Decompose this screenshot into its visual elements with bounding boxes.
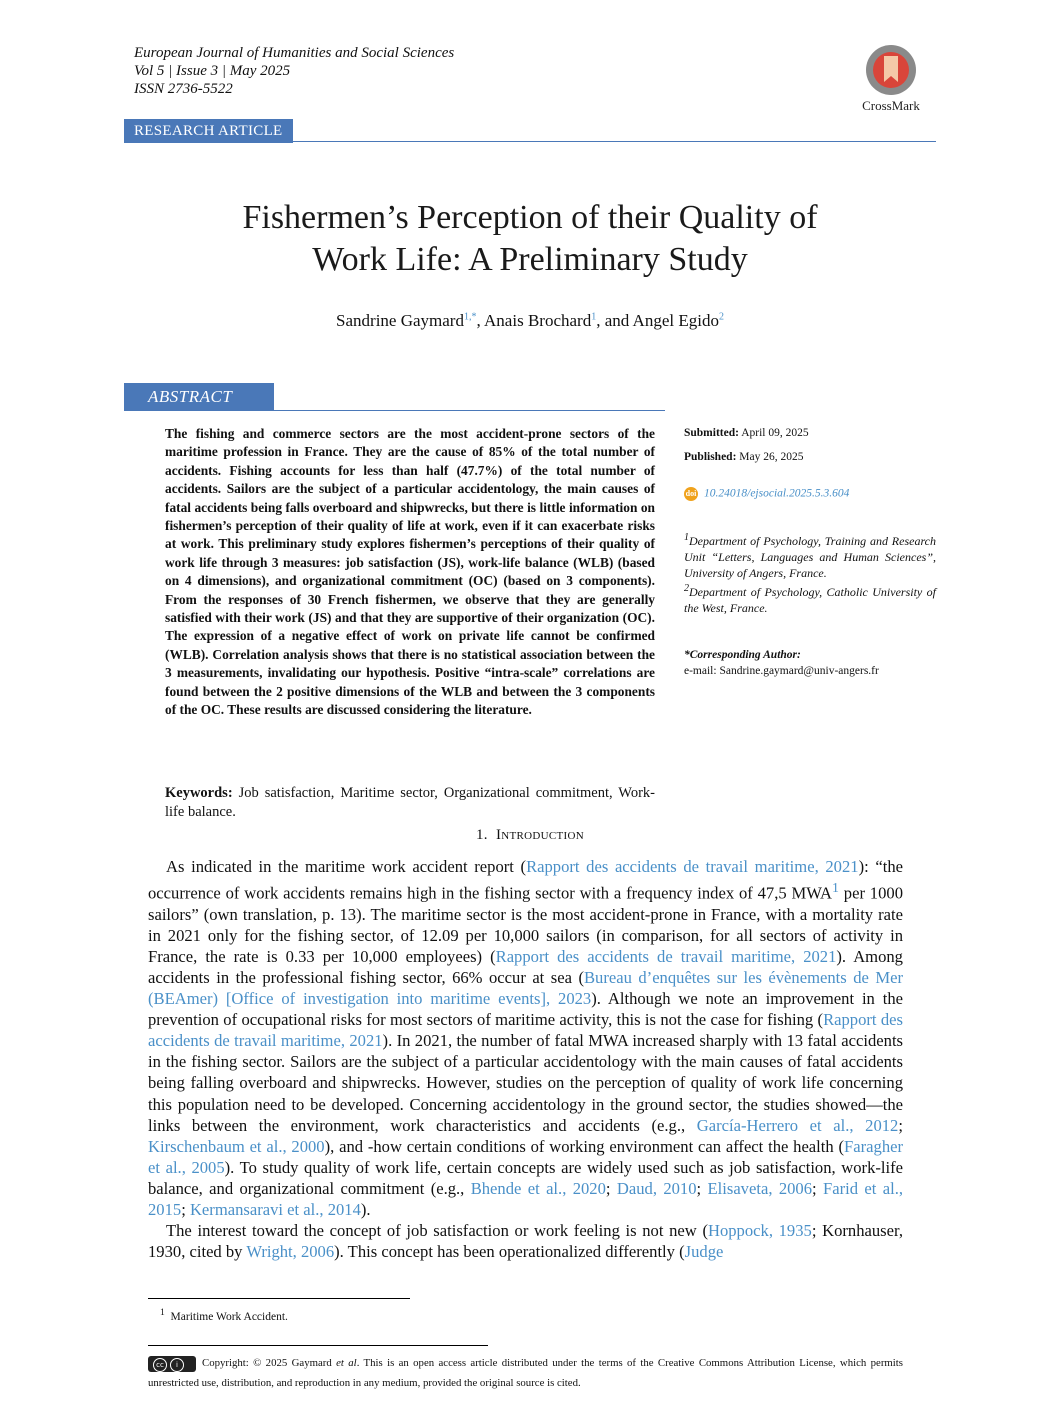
- citation-link[interactable]: Judge: [684, 1242, 724, 1262]
- abstract-label: ABSTRACT: [124, 383, 274, 411]
- author-2-affil[interactable]: 1: [591, 311, 597, 323]
- citation-link[interactable]: Wright, 2006: [246, 1242, 335, 1262]
- text: per 1000 sailors” (own translation, p. 13). The maritime sector is the most accident-prone in France, with a mortality rate in 2021 only for the fishing sector, of 12.09 per 10,000 sailors (in comparison, for all sectors of activity in France, the rate is 0.33 per 10,000 employees) (: [148, 883, 903, 966]
- citation-link[interactable]: Faragher et al., 2005: [148, 1136, 904, 1177]
- body-text: [148, 856, 903, 1262]
- affiliation-2-text: Department of Psychology, Catholic University of the West, France.: [684, 585, 936, 616]
- citation-link[interactable]: Hoppock, 1935: [707, 1221, 812, 1241]
- text: ;: [898, 1115, 903, 1135]
- text: ;: [812, 1178, 823, 1198]
- published-value: May 26, 2025: [739, 451, 804, 463]
- footnote: [160, 1307, 288, 1323]
- copyright-etal: et al: [336, 1357, 357, 1369]
- citation-link[interactable]: Elisaveta, 2006: [707, 1178, 813, 1198]
- text: ). To study quality of work life, certain concepts are widely used such as job satisfaction, work-life balance, and organizational commitment (e.g.,: [148, 1157, 904, 1198]
- author-list: [124, 311, 936, 331]
- citation-link[interactable]: Kermansaravi et al., 2014: [189, 1200, 361, 1220]
- citation-link[interactable]: Daud, 2010: [616, 1178, 697, 1198]
- title-line-2: Work Life: A Preliminary Study: [312, 241, 748, 278]
- affiliations: [684, 530, 936, 617]
- paragraph-2: [148, 1220, 903, 1262]
- corresponding-author: [684, 648, 936, 679]
- author-3-affil[interactable]: 2: [718, 311, 724, 323]
- citation-link[interactable]: Rapport des accidents de travail maritime, 2021: [526, 857, 859, 876]
- corresponding-label: *Corresponding Author:: [684, 649, 801, 661]
- citation-link[interactable]: Rapport des accidents de travail maritime, 2021: [495, 946, 837, 966]
- submitted-value: April 09, 2025: [741, 427, 809, 439]
- text: ; Kornhauser, 1930, cited by: [148, 1221, 904, 1262]
- citation-link[interactable]: Rapport des accidents de travail maritime, 2021: [148, 1010, 904, 1051]
- author-1-affil[interactable]: 1,*: [463, 311, 477, 323]
- title-line-1: Fishermen’s Perception of their Quality of: [242, 199, 818, 236]
- footnote-text: Maritime Work Accident.: [170, 1310, 288, 1323]
- text: The interest toward the concept of job satisfaction or work feeling is not new (: [166, 1221, 708, 1241]
- copyright-notice: [148, 1353, 903, 1393]
- submitted-date: [684, 426, 936, 442]
- paragraph-1: [148, 856, 903, 1220]
- citation-link[interactable]: García-Herrero et al., 2012: [696, 1115, 899, 1135]
- affiliation-2-num: 2: [684, 583, 689, 595]
- keywords-label: Keywords:: [165, 785, 233, 801]
- article-type-badge: RESEARCH ARTICLE: [124, 119, 293, 143]
- text: ). Although we note an improvement in the prevention of occupational risks for most sectors of maritime activity, this is not the case for fishing (: [148, 989, 903, 1030]
- text: ;: [696, 1178, 708, 1198]
- copyright-text: Copyright: © 2025 Gaymard: [202, 1357, 337, 1369]
- crossmark-icon: [865, 44, 917, 96]
- abstract-text: The fishing and commerce sectors are the most accident-prone sectors of the maritime profession in France. They are the cause of 85% of the total number of accidents. Fishing accounts for less than half (47.7%) of the total number of accidents. Sailors are the subject of a particular accidentology, the main causes of fatal accidents being falls overboard and shipwrecks, but there is little information on fishermen’s perception of their quality of life at work, even if it can exacerbate risks at work. This preliminary study explores fishermen’s perceptions of their quality of work life through 3 measures: job satisfaction (JS), work-life balance (WLB) (based on 4 dimensions), and organizational commitment (OC) (based on 3 components). From the responses of 30 French fishermen, we observe that they are generally satisfied with their work (JS) and that they are supportive of their organization (OC). The expression of a negative effect of work on private life cannot be confirmed (WLB). Correlation analysis shows that there is no statistical association between the 3 measurements, invalidating our hypothesis. Positive “intra-scale” correlations are found between the 2 positive dimensions of the WLB and between the 3 components of the OC. These results are discussed considering the literature.: [165, 426, 655, 718]
- copyright-text-2: . This is an open access article distributed under the terms of the Creative Commons Attribution License, which permits unrestricted use, distribution, and reproduction in any medium, provided the original source is cited.: [148, 1357, 904, 1389]
- text: As indicated in the maritime work accident report (: [166, 857, 527, 876]
- section-title: Introduction: [495, 827, 584, 843]
- text: ). In 2021, the number of fatal MWA increased sharply with 13 fatal accidents in the fishing sector. Sailors are the subject of a particular accidentology with the main causes of fatal accidents being falling overboard and shipwrecks. However, studies on the perception of quality of work life concerning this population need to be developed. Concerning accidentology in the ground sector, the studies showed—the links between the environment, work characteristics and accidents (e.g.,: [148, 1031, 904, 1135]
- text: ;: [181, 1200, 190, 1220]
- keywords-text: Job satisfaction, Maritime sector, Organizational commitment, Work-life balance.: [165, 785, 655, 820]
- author-2: , Anais Brochard: [476, 311, 592, 330]
- citation-link[interactable]: Kirschenbaum et al., 2000: [148, 1136, 325, 1156]
- text: ). Among accidents in the professional fishing sector, 66% occur at sea (: [148, 946, 903, 987]
- corresponding-email[interactable]: e-mail: Sandrine.gaymard@univ-angers.fr: [684, 664, 879, 677]
- citation-link[interactable]: Farid et al., 2015: [148, 1178, 903, 1220]
- submitted-label: Submitted:: [684, 427, 739, 439]
- doi-link[interactable]: 10.24018/ejsocial.2025.5.3.604: [704, 487, 850, 500]
- affiliation-1-num: 1: [684, 532, 689, 543]
- corresponding-label-text: Corresponding Author:: [689, 649, 801, 661]
- text: ), and -how certain conditions of working environment can affect the health (: [324, 1136, 845, 1156]
- published-date: [684, 450, 936, 466]
- section-number: 1.: [475, 827, 488, 843]
- journal-volume: Vol 5 | Issue 3 | May 2025: [134, 63, 291, 79]
- doi-icon: doi: [684, 487, 698, 501]
- affiliation-1-text: Department of Psychology, Training and Research Unit “Letters, Languages and Human Sciences”, University of Angers, France.: [684, 534, 936, 580]
- citation-link[interactable]: Bhende et al., 2020: [470, 1178, 606, 1198]
- abstract-divider: [124, 410, 665, 411]
- article-title: [124, 197, 936, 281]
- journal-issn: ISSN 2736-5522: [134, 81, 233, 97]
- author-3: , and Angel Egido: [596, 311, 719, 330]
- header-divider: [124, 141, 936, 142]
- copyright-divider: [148, 1345, 488, 1346]
- crossmark-label: CrossMark: [862, 98, 920, 113]
- affiliation-2: [684, 581, 936, 617]
- journal-name: European Journal of Humanities and Social Sciences: [134, 45, 455, 61]
- section-heading: [124, 827, 936, 844]
- text: ;: [605, 1178, 617, 1198]
- text: ): “the occurrence of work accidents remains high in the fishing sector with a frequency index of 47,5 MWA: [148, 857, 903, 903]
- creative-commons-icon[interactable]: cc i: [148, 1356, 196, 1372]
- footnote-number: 1: [160, 1307, 165, 1318]
- keywords: [165, 784, 655, 822]
- doi: [684, 487, 849, 501]
- citation-link[interactable]: Bureau d’enquêtes sur les évènements de Mer (BEAmer) [Office of investigation into maritime events], 2023: [148, 968, 903, 1009]
- affiliation-1: [684, 530, 936, 581]
- crossmark-badge[interactable]: [846, 44, 936, 114]
- text: ). This concept has been operationalized differently (: [334, 1242, 685, 1262]
- journal-info: [134, 44, 454, 98]
- footnote-divider: [148, 1298, 410, 1299]
- author-1: Sandrine Gaymard: [336, 311, 464, 330]
- footnote-ref[interactable]: 1: [832, 880, 839, 896]
- text: ).: [360, 1200, 371, 1220]
- published-label: Published:: [684, 451, 737, 463]
